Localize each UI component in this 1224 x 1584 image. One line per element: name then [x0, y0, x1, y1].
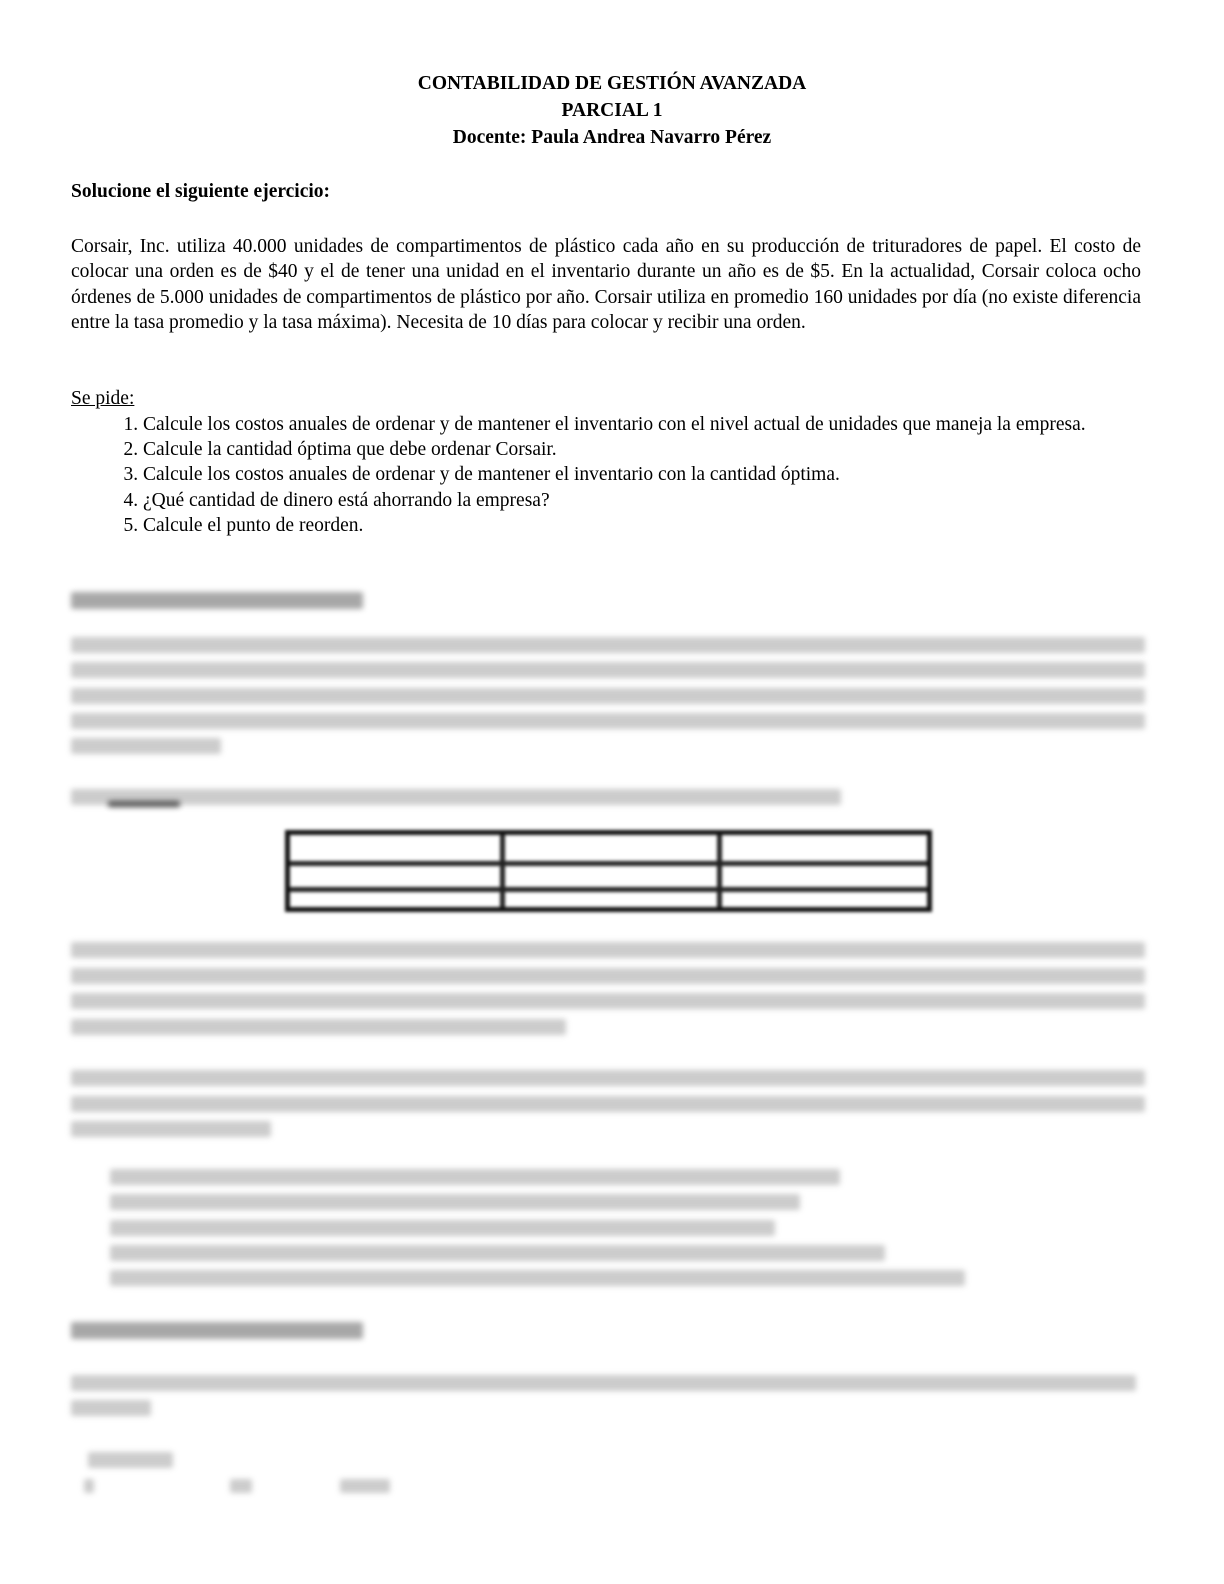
- task-item: 5. Calcule el punto de reorden.: [143, 513, 1213, 538]
- exam-title: PARCIAL 1: [561, 100, 663, 121]
- task-item: 4. ¿Qué cantidad de dinero está ahorrando la empresa?: [143, 488, 1213, 513]
- se-pide-label: Se pide:: [71, 388, 135, 409]
- task-list: [71, 412, 1213, 538]
- blurred-table: [285, 830, 932, 912]
- course-title: CONTABILIDAD DE GESTIÓN AVANZADA: [417, 73, 807, 94]
- exercise-heading: Solucione el siguiente ejercicio:: [71, 181, 331, 202]
- task-item: 3. Calcule los costos anuales de ordenar y de mantener el inventario con la cantidad óptima.: [143, 462, 1213, 487]
- teacher-name: Docente: Paula Andrea Navarro Pérez: [452, 127, 772, 148]
- exercise-statement: Corsair, Inc. utiliza 40.000 unidades de compartimentos de plástico cada año en su producción de trituradores de papel. El costo de colocar una orden es de $40 y el de tener una unidad en el inventario durante un año es de $5. En la actualidad, Corsair coloca ocho órdenes de 5.000 unidades de compartimentos de plástico por año. Corsair utiliza en promedio 160 unidades por día (no existe diferencia entre la tasa promedio y la tasa máxima). Necesita de 10 días para colocar y recibir una orden.: [71, 236, 1141, 334]
- task-item: 1. Calcule los costos anuales de ordenar y de mantener el inventario con el nivel actual de unidades que maneja la empresa.: [143, 412, 1213, 437]
- task-item: 2. Calcule la cantidad óptima que debe ordenar Corsair.: [143, 437, 1213, 462]
